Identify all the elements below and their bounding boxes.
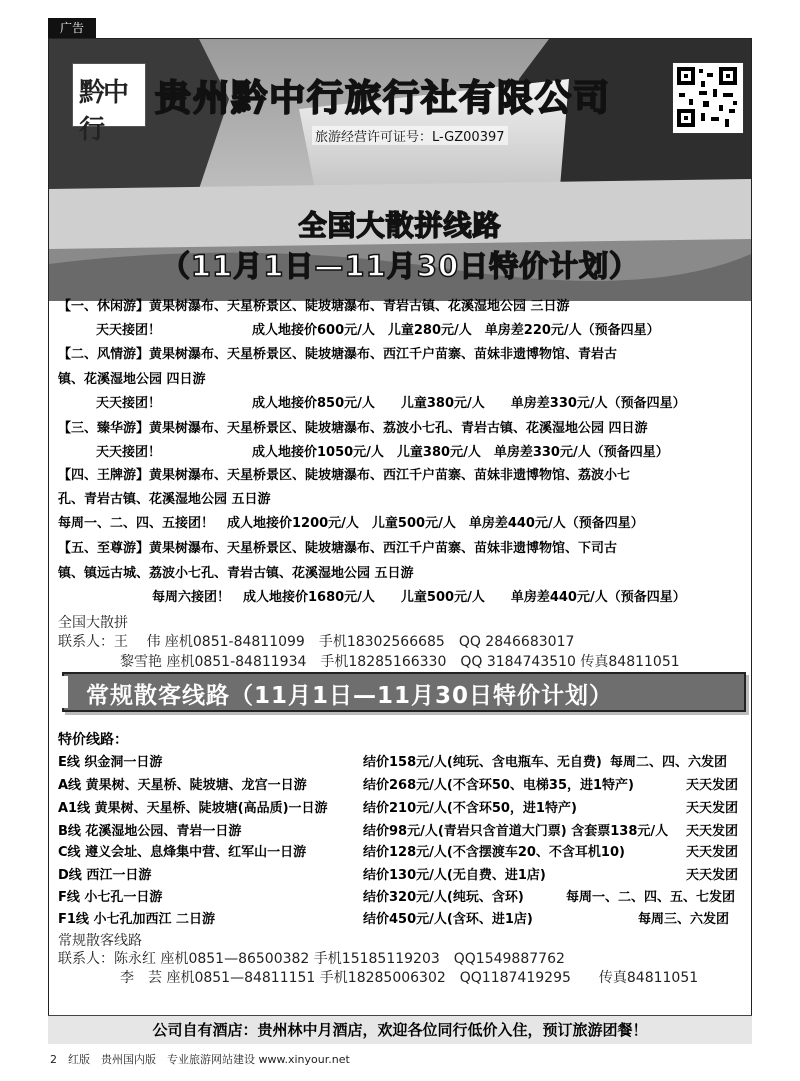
route-schedule: 每周二、四、六发团 <box>610 755 728 770</box>
tour-1-route: 【一、休闲游】黄果树瀑布、天星桥景区、陡坡塘瀑布、青岩古镇、花溪湿地公园 三日游 <box>58 299 570 314</box>
logo-lettering: 黔中行 <box>79 78 128 145</box>
tour-3-price: 天天接团！ 成人地接价1050元/人 儿童380元/人 单房差330元/人（预备四星） <box>96 445 669 460</box>
regular-band-title: 常规散客线路（11月1日—11月30日特价计划） <box>86 683 614 709</box>
route-schedule: 天天发团 <box>686 824 739 839</box>
route-schedule: 天天发团 <box>686 778 739 793</box>
company-name: 贵州黔中行旅行社有限公司 <box>155 78 612 119</box>
route-price: 结价450元/人(含环、进1店) <box>363 912 533 927</box>
national-contact-1: 联系人：王 伟 座机0851-84811099 手机18302566685 QQ 2846683017 <box>58 634 575 650</box>
route-price: 结价130元/人(无自费、进1店) <box>363 868 546 883</box>
company-logo <box>72 63 146 145</box>
national-contact-2: 黎雪艳 座机0851-84811934 手机18285166330 QQ 3184743510 传真84811051 <box>120 654 680 670</box>
national-title: 全国大散拼线路 <box>298 209 502 242</box>
route-name: F1线 小七孔加西江 二日游 <box>58 912 215 927</box>
license-number: 旅游经营许可证号：L-GZ00397 <box>312 126 508 145</box>
route-name: C线 遵义会址、息烽集中营、红军山一日游 <box>58 845 307 860</box>
tour-4-route: 【四、王牌游】黄果树瀑布、天星桥景区、陡坡塘瀑布、西江千户苗寨、苗妹非遗博物馆、荔波小七 <box>58 468 631 483</box>
route-price: 结价158元/人(纯玩、含电瓶车、无自费) <box>363 755 602 770</box>
route-schedule: 天天发团 <box>686 845 739 860</box>
route-name: D线 西江一日游 <box>58 868 152 883</box>
route-name: B线 花溪湿地公园、青岩一日游 <box>58 824 242 839</box>
qr-code-icon <box>672 62 744 134</box>
regular-contact-2: 李 芸 座机0851—84811151 手机18285006302 QQ1187419295 传真84811051 <box>120 970 699 986</box>
regular-contact-title: 常规散客线路 <box>58 933 142 949</box>
route-schedule: 天天发团 <box>686 801 739 816</box>
tour-4-price: 每周一、二、四、五接团！ 成人地接价1200元/人 儿童500元/人 单房差440元/人（预备四星） <box>58 516 644 531</box>
tour-2-route: 【二、风情游】黄果树瀑布、天星桥景区、陡坡塘瀑布、西江千户苗寨、苗妹非遗博物馆、青岩古 <box>58 347 618 362</box>
route-name: A1线 黄果树、天星桥、陡坡塘(高品质)一日游 <box>58 801 328 816</box>
route-schedule: 天天发团 <box>686 868 739 883</box>
route-price: 结价268元/人(不含环50、电梯35，进1特产) <box>363 778 634 793</box>
regular-band-accent <box>62 676 68 708</box>
route-price: 结价210元/人(不含环50，进1特产) <box>363 801 577 816</box>
routes-title: 特价线路： <box>58 732 128 748</box>
route-price: 结价98元/人(青岩只含首道大门票) 含套票138元/人 <box>363 824 669 839</box>
national-date-title: （11月1日—11月30日特价计划） <box>160 249 640 283</box>
route-name: A线 黄果树、天星桥、陡坡塘、龙宫一日游 <box>58 778 307 793</box>
tour-2-route-cont: 镇、花溪湿地公园 四日游 <box>58 372 206 387</box>
route-price: 结价320元/人(纯玩、含环) <box>363 890 524 905</box>
page-footer: 2 红版 贵州国内版 专业旅游网站建设 www.xinyour.net <box>50 1053 350 1066</box>
national-contact-title: 全国大散拼 <box>58 615 128 631</box>
ad-tag: 广告 <box>48 18 96 38</box>
regular-contact-1: 联系人：陈永红 座机0851—86500382 手机15185119203 QQ1549887762 <box>58 951 565 967</box>
tour-2-price: 天天接团！ 成人地接价850元/人 儿童380元/人 单房差330元/人（预备四星） <box>96 396 686 411</box>
tour-4-route-cont: 孔、青岩古镇、花溪湿地公园 五日游 <box>58 492 271 507</box>
tour-1-price: 天天接团！ 成人地接价600元/人 儿童280元/人 单房差220元/人（预备四星） <box>96 323 660 338</box>
tour-5-route: 【五、至尊游】黄果树瀑布、天星桥景区、陡坡塘瀑布、西江千户苗寨、苗妹非遗博物馆、下司古 <box>58 541 618 556</box>
tour-5-price: 每周六接团！ 成人地接价1680元/人 儿童500元/人 单房差440元/人（预备四星） <box>152 590 686 605</box>
route-schedule: 每周三、六发团 <box>638 912 730 927</box>
route-name: F线 小七孔一日游 <box>58 890 163 905</box>
route-schedule: 每周一、二、四、五、七发团 <box>566 890 736 905</box>
hotel-notice: 公司自有酒店：贵州林中月酒店，欢迎各位同行低价入住，预订旅游团餐！ <box>152 1021 648 1039</box>
route-price: 结价128元/人(不含摆渡车20、不含耳机10) <box>363 845 625 860</box>
tour-3-route: 【三、臻华游】黄果树瀑布、天星桥景区、陡坡塘瀑布、荔波小七孔、青岩古镇、花溪湿地公园 四日游 <box>58 421 648 436</box>
route-name: E线 织金洞一日游 <box>58 755 163 770</box>
tour-5-route-cont: 镇、镇远古城、荔波小七孔、青岩古镇、花溪湿地公园 五日游 <box>58 566 414 581</box>
